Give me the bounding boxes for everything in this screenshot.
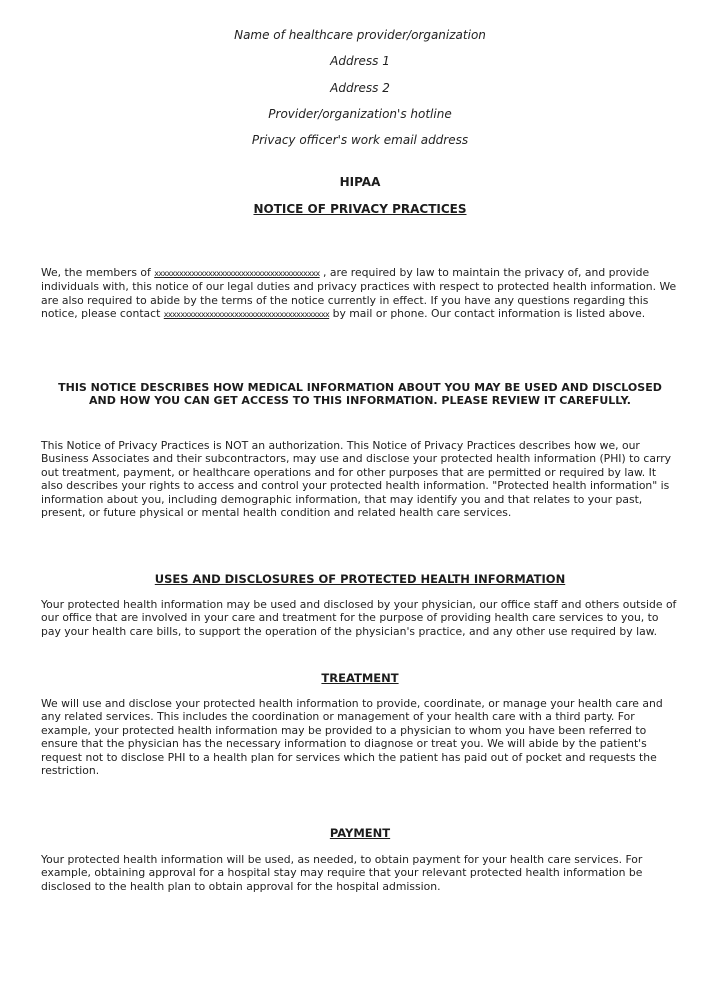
provider-hotline: Provider/organization's hotline	[268, 107, 452, 121]
address-line-2: Address 2	[330, 81, 390, 95]
address-line-1: Address 1	[330, 54, 390, 68]
uses-disclosures-heading: USES AND DISCLOSURES OF PROTECTED HEALTH INFORMATION	[154, 572, 566, 586]
privacy-officer-email: Privacy officer's work email address	[251, 133, 469, 147]
intro-paragraph	[41, 266, 679, 322]
contact-blank-field[interactable]: xxxxxxxxxxxxxxxxxxxxxxxxxxxxxxxxxxxxxxxx	[163, 310, 330, 320]
notice-body: This Notice of Privacy Practices is NOT an authorization. This Notice of Privacy Practices describes how we, our Business Associates and their subcontractors, may use and disclose your protected health information (PHI) to carry out treatment, payment, or healthcare operations and for other purposes that are permitted or required by law. It also describes your rights to access and control your protected health information. "Protected health information" is information about you, including demographic information, that may identify you and that relates to your past, present, or future physical or mental health condition and related health care services.	[41, 439, 672, 520]
notice-heading: THIS NOTICE DESCRIBES HOW MEDICAL INFORMATION ABOUT YOU MAY BE USED AND DISCLOSED AND HOW YOU CAN GET ACCESS TO THIS INFORMATION. PLEASE REVIEW IT CAREFULLY.	[58, 381, 662, 408]
treatment-body: We will use and disclose your protected health information to provide, coordinate, or manage your health care and any related services. This includes the coordination or management of your health care with a third party. For example, your protected health information may be provided to a physician to whom you have been referred to ensure that the physician has the necessary information to diagnose or treat you. We will abide by the patient's request not to disclose PHI to a health plan for services which the patient has paid out of pocket and requests the restriction.	[41, 697, 663, 778]
intro-text-1: We, the members of	[41, 266, 155, 279]
payment-heading: PAYMENT	[329, 826, 391, 840]
hipaa-title: HIPAA	[339, 175, 381, 189]
intro-text-3: by mail or phone. Our contact information is listed above.	[329, 307, 646, 321]
notice-of-privacy-practices-title: NOTICE OF PRIVACY PRACTICES	[253, 202, 467, 216]
provider-name: Name of healthcare provider/organization	[234, 28, 486, 42]
intro-text-2: , are required by law to maintain the privacy of, and provide individuals with, this notice of our legal duties and privacy practices with respect to protected health information. We are also required to abide by the terms of the notice currently in effect. If you have any questions regarding this notice, please contact	[41, 266, 677, 321]
payment-body: Your protected health information will be used, as needed, to obtain payment for your health care services. For example, obtaining approval for a hospital stay may require that your relevant protected health information be disclosed to the health plan to obtain approval for the hospital admission.	[41, 853, 643, 893]
uses-disclosures-body: Your protected health information may be used and disclosed by your physician, our office staff and others outside of our office that are involved in your care and treatment for the purpose of providing health care services to you, to pay your health care bills, to support the operation of the physician's practice, and any other use required by law.	[41, 598, 677, 638]
organization-blank-field[interactable]: xxxxxxxxxxxxxxxxxxxxxxxxxxxxxxxxxxxxxxxx	[154, 269, 320, 278]
treatment-heading: TREATMENT	[321, 671, 399, 685]
